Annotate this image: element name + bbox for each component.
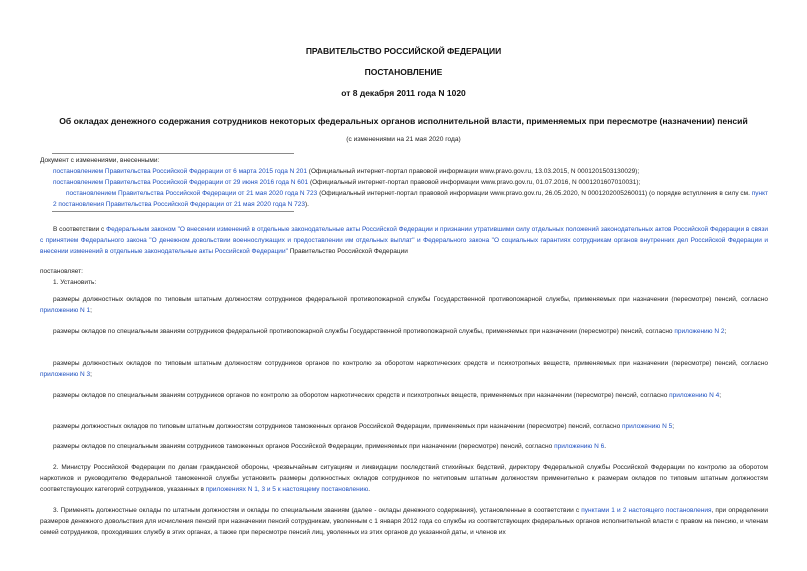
change-source-3: (Официальный интернет-портал правовой информации www.pravo.gov.ru, 26.05.2020, N 0001202005260011) (о порядке вступления в силу см.: [317, 190, 752, 197]
divider-top: [52, 153, 294, 154]
change-link-3[interactable]: постановлением Правительства Российской Федерации от 21 мая 2020 года N 723: [66, 190, 318, 197]
sub-6-text: размеры окладов по специальным званиям сотрудников таможенных органов Российской Федерации, применяемых при назначении (пересмотре) пенсий, согласно: [53, 443, 555, 450]
item-1-sub-6: [40, 441, 768, 452]
change-source-1: (Официальный интернет-портал правовой информации www.pravo.gov.ru, 13.03.2015, N 0001201503130029);: [307, 168, 640, 175]
divider-bottom: [52, 211, 294, 212]
change-item: [40, 166, 768, 177]
item-1-sub-5: [40, 421, 768, 432]
preamble-paragraph: [40, 224, 768, 257]
item-2-paragraph: [40, 462, 768, 495]
appendix-3-link[interactable]: приложению N 3: [40, 371, 91, 378]
item-3-paragraph: [40, 505, 768, 538]
item-1-sub-1: [40, 294, 768, 316]
change-tail-3: ).: [305, 201, 309, 208]
item-3-post: , при определении размеров денежного довольствия для исчисления пенсий при назначении пенсий сотрудникам, уволенным с 1 января 2012 года со службы из соответствующих федеральных органов исполнительной власти с правом на пенсию, и членам семей сотрудников, проходивших службу в этих органах, а также при пересмотре пенсий лиц, уволенных из этих органов до указанной даты, и членов их: [40, 507, 768, 536]
change-source-2: (Официальный интернет-портал правовой информации www.pravo.gov.ru, 01.07.2016, N 0001201607010031);: [308, 179, 641, 186]
item-1-heading: 1. Установить:: [53, 279, 97, 286]
document-type: ПОСТАНОВЛЕНИЕ: [364, 67, 443, 77]
sub-1-end: ;: [90, 307, 92, 314]
sub-2-text: размеры окладов по специальным званиям сотрудников федеральной противопожарной службы Государственной противопожарной службы, применяемых при назначении (пересмотре) пенсий, согласно: [53, 328, 675, 335]
sub-5-text: размеры должностных окладов по типовым штатным должностям сотрудников таможенных органов Российской Федерации, применяемых при назначении (пересмотре) пенсий, согласно: [53, 423, 623, 430]
appendix-4-link[interactable]: приложению N 4: [669, 392, 720, 399]
sub-6-end: .: [604, 443, 607, 450]
item-2-text: 2. Министру Российской Федерации по делам гражданской обороны, чрезвычайным ситуациям и ликвидации последствий стихийных бедствий, директору Федеральной службы Российской Федерации по контролю за оборотом наркотиков и руководителю Федеральной таможенной службы установить размеры должностных окладов сотрудников по нетиповым штатным должностям применительно к размерам окладов по типовым штатным должностям соответствующих категорий сотрудников, указанных в: [40, 464, 768, 493]
resolves-text: постановляет:: [40, 268, 83, 275]
sub-2-end: ;: [724, 328, 727, 335]
issuing-authority: ПРАВИТЕЛЬСТВО РОССИЙСКОЙ ФЕДЕРАЦИИ: [305, 46, 502, 56]
sub-3-end: ;: [90, 371, 92, 378]
appendix-2-link[interactable]: приложению N 2: [674, 328, 725, 335]
federal-law-link[interactable]: Федеральным законом "О внесении изменений в отдельные законодательные акты Российской Федерации и признании утратившими силу отдельных положений законодательных актов Российской Федерации в связи с принятием Федерального закона "О денежном довольствии военнослужащих и предоставлении им отдельных выплат" и Федерального закона "О социальных гарантиях сотрудникам органов внутренних дел Российской Федерации и внесении изменений в отдельные законодательные акты Российской Федерации": [40, 226, 768, 255]
sub-5-end: ;: [672, 423, 674, 430]
appendix-1-link[interactable]: приложению N 1: [40, 307, 91, 314]
item-1-sub-2: [40, 326, 768, 337]
appendix-5-link[interactable]: приложению N 5: [622, 423, 673, 430]
preamble-pre: В соответствии с: [53, 226, 107, 233]
points-1-2-link[interactable]: пунктами 1 и 2 настоящего постановления: [581, 507, 712, 514]
item-3-pre: 3. Применять должностные оклады по штатным должностям и оклады по специальным званиям (далее - оклады денежного содержания), установленные в соответствии с: [53, 507, 582, 514]
sub-4-end: ;: [719, 392, 722, 399]
appendix-6-link[interactable]: приложению N 6: [554, 443, 605, 450]
item-1-sub-4: [40, 390, 768, 401]
edition-note: (с изменениями на 21 мая 2020 года): [346, 136, 461, 143]
change-link-1[interactable]: постановлением Правительства Российской Федерации от 6 марта 2015 года N 201: [53, 168, 307, 175]
change-link-2[interactable]: постановлением Правительства Российской Федерации от 29 июня 2016 года N 601: [53, 179, 309, 186]
document-date-number: от 8 декабря 2011 года N 1020: [341, 88, 466, 98]
sub-1-text: размеры должностных окладов по типовым штатным должностям сотрудников федеральной противопожарной службы Государственной противопожарной службы, применяемых при назначении (пересмотре) пенсий, согласно: [53, 296, 768, 303]
sub-3-text: размеры должностных окладов по типовым штатным должностям сотрудников органов по контролю за оборотом наркотических средств и психотропных веществ, применяемых при назначении (пересмотре) пенсий, согласно: [53, 360, 768, 367]
entry-into-force-link[interactable]: пункт 2 постановления Правительства Российской Федерации от 21 мая 2020 года N 723: [53, 190, 769, 208]
appendices-1-3-5-link[interactable]: приложениях N 1, 3 и 5 к настоящему постановлению: [205, 486, 369, 493]
document-title: Об окладах денежного содержания сотрудников некоторых федеральных органов исполнительной власти, применяемых при пересмотре (назначении) пенсий: [59, 116, 748, 126]
changes-block: [40, 155, 768, 210]
change-item: [40, 188, 768, 210]
change-item: [40, 177, 768, 188]
item-1-sub-3: [40, 358, 768, 380]
preamble-post: Правительство Российской Федерации: [287, 248, 408, 255]
sub-4-text: размеры окладов по специальным званиям сотрудников органов по контролю за оборотом наркотических средств и психотропных веществ, применяемых при назначении (пересмотре) пенсий, согласно: [53, 392, 670, 399]
changes-intro: Документ с изменениями, внесенными:: [40, 157, 160, 164]
item-2-end: .: [368, 486, 371, 493]
